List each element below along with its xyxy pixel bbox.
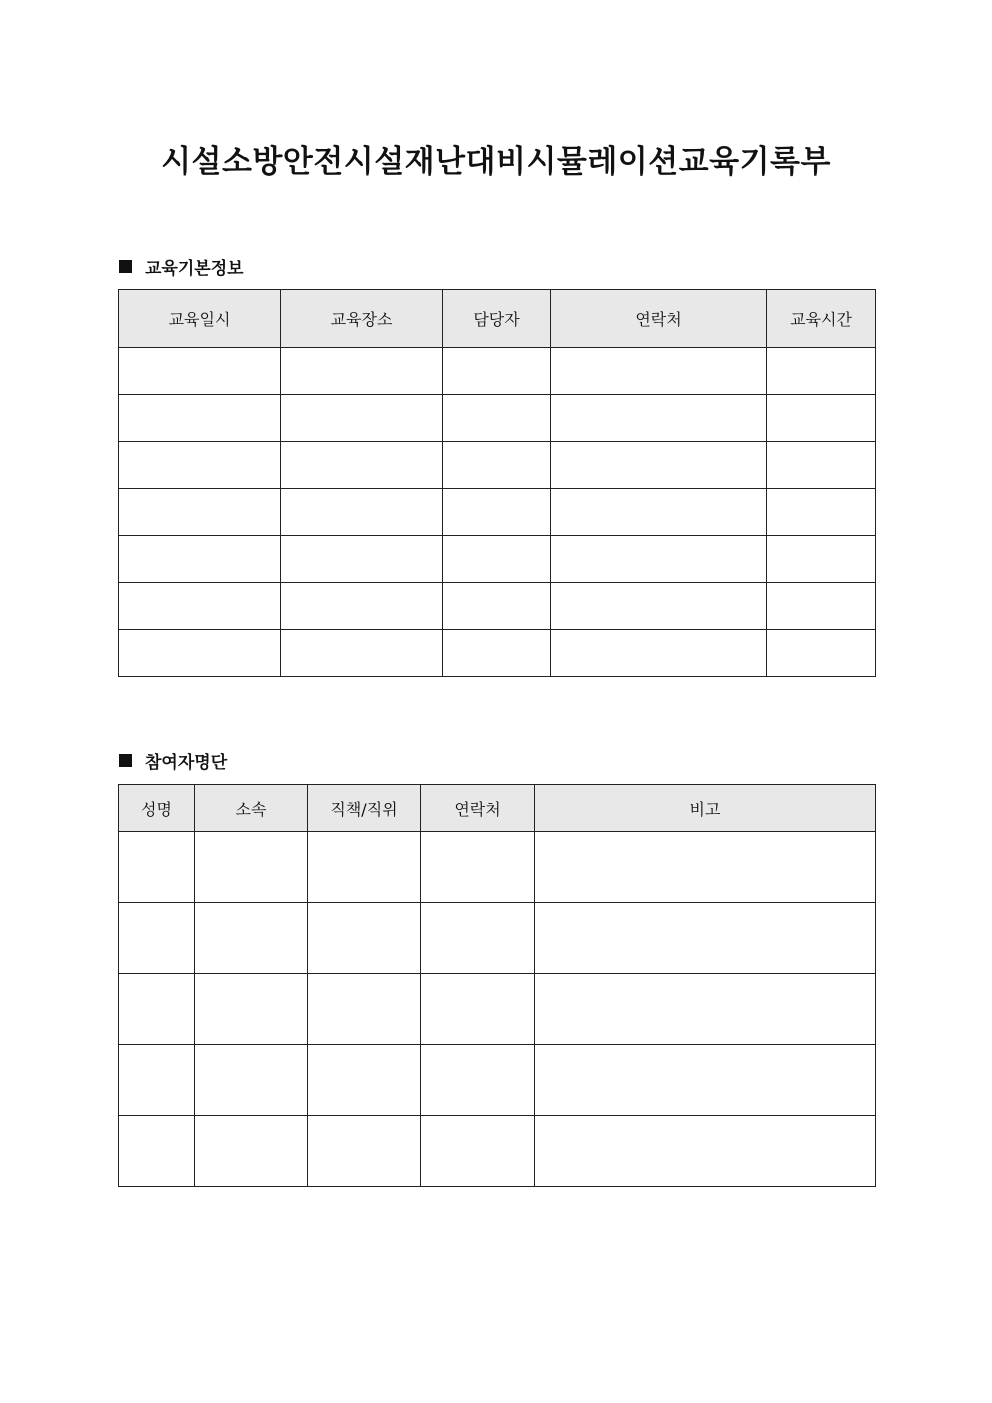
table-row	[119, 903, 876, 974]
square-bullet-icon	[119, 754, 132, 767]
participant-table	[118, 784, 876, 1187]
table-cell[interactable]	[281, 630, 443, 677]
column-header-affiliation: 소속	[195, 785, 308, 832]
column-header-location: 교육장소	[281, 290, 443, 348]
table-cell[interactable]	[551, 348, 767, 395]
table-cell[interactable]	[535, 1116, 876, 1187]
section-heading-basic-info	[119, 254, 244, 279]
table-cell[interactable]	[119, 630, 281, 677]
table-cell[interactable]	[551, 630, 767, 677]
table-row	[119, 583, 876, 630]
table-row	[119, 1045, 876, 1116]
table-cell[interactable]	[195, 1045, 308, 1116]
table-cell[interactable]	[421, 974, 535, 1045]
table-cell[interactable]	[551, 583, 767, 630]
table-cell[interactable]	[767, 348, 876, 395]
table-cell[interactable]	[535, 903, 876, 974]
table-cell[interactable]	[119, 903, 195, 974]
table-cell[interactable]	[119, 832, 195, 903]
column-header-name: 성명	[119, 785, 195, 832]
table-cell[interactable]	[308, 903, 421, 974]
table-row	[119, 442, 876, 489]
table-cell[interactable]	[308, 832, 421, 903]
table-cell[interactable]	[443, 583, 551, 630]
table-cell[interactable]	[119, 442, 281, 489]
table-cell[interactable]	[119, 536, 281, 583]
table-cell[interactable]	[119, 1045, 195, 1116]
table-cell[interactable]	[308, 974, 421, 1045]
participant-body	[119, 832, 876, 1187]
table-cell[interactable]	[767, 630, 876, 677]
table-cell[interactable]	[119, 489, 281, 536]
basic-info-body	[119, 348, 876, 677]
table-cell[interactable]	[443, 630, 551, 677]
table-cell[interactable]	[767, 442, 876, 489]
table-cell[interactable]	[119, 974, 195, 1045]
table-cell[interactable]	[281, 348, 443, 395]
table-cell[interactable]	[551, 536, 767, 583]
table-cell[interactable]	[421, 832, 535, 903]
table-cell[interactable]	[535, 832, 876, 903]
table-row	[119, 395, 876, 442]
table-row	[119, 348, 876, 395]
table-cell[interactable]	[281, 583, 443, 630]
column-header-remarks: 비고	[535, 785, 876, 832]
section-heading-label: 참여자명단	[145, 753, 228, 773]
column-header-contact: 연락처	[421, 785, 535, 832]
table-cell[interactable]	[443, 536, 551, 583]
table-cell[interactable]	[119, 348, 281, 395]
table-row	[119, 489, 876, 536]
table-cell[interactable]	[195, 832, 308, 903]
table-row	[119, 974, 876, 1045]
table-header-row	[119, 785, 876, 832]
table-row	[119, 832, 876, 903]
table-cell[interactable]	[195, 974, 308, 1045]
square-bullet-icon	[119, 260, 132, 273]
table-cell[interactable]	[535, 1045, 876, 1116]
table-cell[interactable]	[308, 1045, 421, 1116]
table-cell[interactable]	[195, 903, 308, 974]
table-cell[interactable]	[551, 489, 767, 536]
column-header-date: 교육일시	[119, 290, 281, 348]
table-cell[interactable]	[119, 1116, 195, 1187]
section-heading-label: 교육기본정보	[145, 259, 244, 279]
table-row	[119, 630, 876, 677]
table-cell[interactable]	[767, 536, 876, 583]
table-cell[interactable]	[767, 395, 876, 442]
table-cell[interactable]	[443, 489, 551, 536]
column-header-manager: 담당자	[443, 290, 551, 348]
table-cell[interactable]	[281, 395, 443, 442]
page-title: 시설소방안전시설재난대비시뮬레이션교육기록부	[161, 144, 831, 180]
table-cell[interactable]	[535, 974, 876, 1045]
column-header-duration: 교육시간	[767, 290, 876, 348]
table-cell[interactable]	[195, 1116, 308, 1187]
table-cell[interactable]	[281, 442, 443, 489]
table-cell[interactable]	[443, 348, 551, 395]
table-cell[interactable]	[281, 536, 443, 583]
table-cell[interactable]	[119, 395, 281, 442]
table-cell[interactable]	[551, 395, 767, 442]
table-cell[interactable]	[767, 583, 876, 630]
basic-info-table	[118, 289, 876, 677]
table-cell[interactable]	[421, 903, 535, 974]
table-cell[interactable]	[421, 1116, 535, 1187]
table-cell[interactable]	[443, 442, 551, 489]
column-header-position: 직책/직위	[308, 785, 421, 832]
table-cell[interactable]	[443, 395, 551, 442]
section-heading-participants	[119, 748, 227, 773]
table-row	[119, 536, 876, 583]
column-header-contact: 연락처	[551, 290, 767, 348]
table-cell[interactable]	[551, 442, 767, 489]
table-row	[119, 1116, 876, 1187]
table-header-row	[119, 290, 876, 348]
table-cell[interactable]	[119, 583, 281, 630]
table-cell[interactable]	[421, 1045, 535, 1116]
table-cell[interactable]	[308, 1116, 421, 1187]
table-cell[interactable]	[281, 489, 443, 536]
table-cell[interactable]	[767, 489, 876, 536]
